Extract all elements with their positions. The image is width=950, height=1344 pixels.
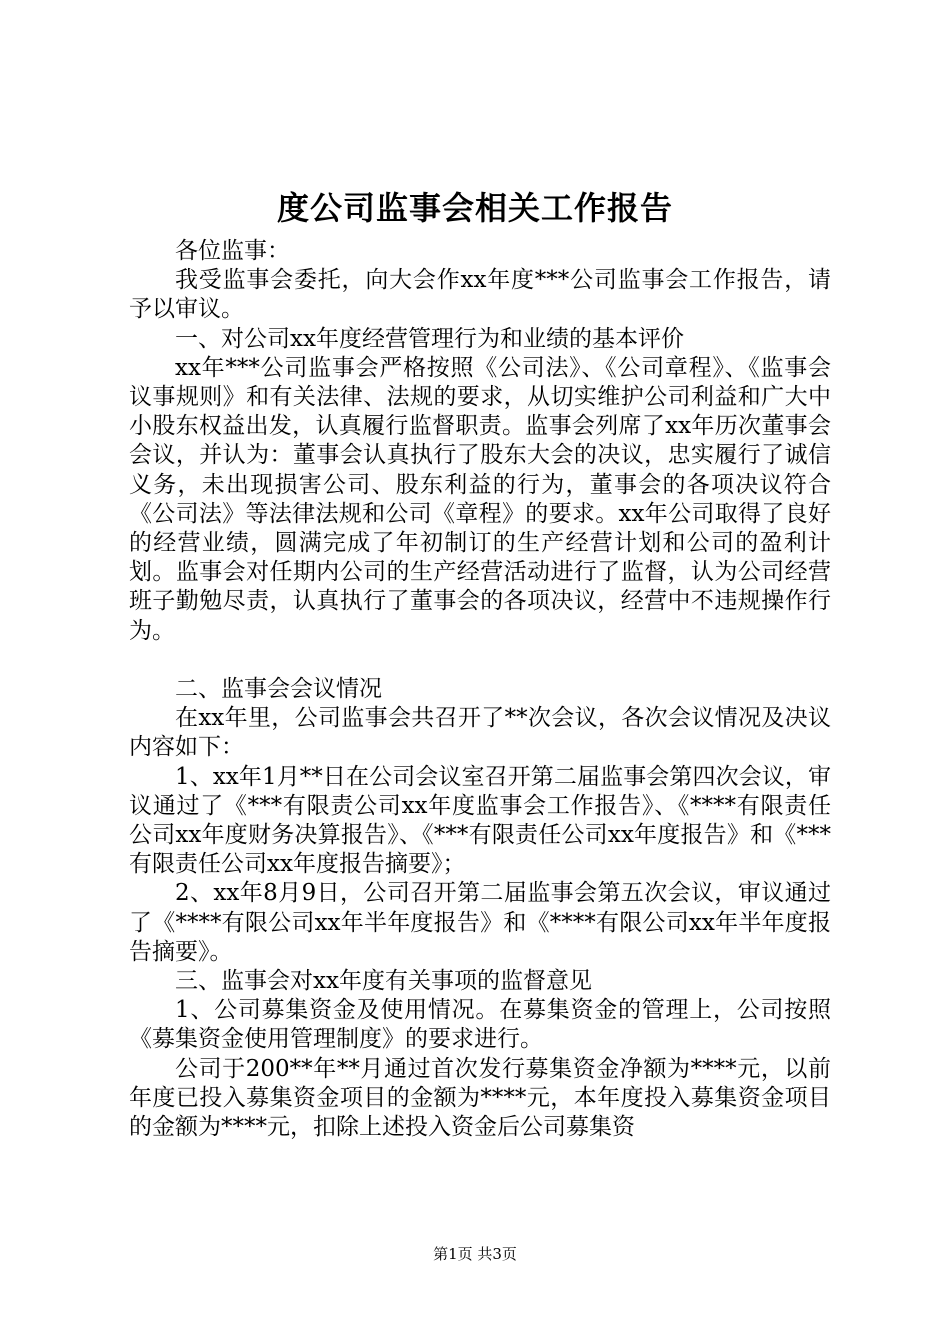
- section-2-intro: 在xx年里，公司监事会共召开了**次会议，各次会议情况及决议内容如下：: [129, 705, 831, 761]
- section-heading-1: 一、对公司xx年度经营管理行为和业绩的基本评价: [175, 325, 684, 352]
- document-body: [129, 237, 831, 1142]
- page-number: 第1页 共3页: [433, 1245, 517, 1263]
- meeting-item-1: 1、xx年1月**日在公司会议室召开第二届监事会第四次会议，审议通过了《***有限责公司xx年度监事会工作报告》、《****有限责任公司xx年度财务决算报告》、《***有限责任公司xx年度报告》和《***有限责任公司xx年度报告摘要》；: [129, 763, 831, 878]
- document-title: 度公司监事会相关工作报告: [276, 189, 673, 227]
- intro-paragraph: 我受监事会委托，向大会作xx年度***公司监事会工作报告，请予以审议。: [129, 267, 831, 323]
- section-heading-2: 二、监事会会议情况: [175, 676, 382, 703]
- section-3-item-1: 1、公司募集资金及使用情况。在募集资金的管理上，公司按照《募集资金使用管理制度》的要求进行。: [129, 997, 831, 1053]
- section-1-paragraph: xx年***公司监事会严格按照《公司法》、《公司章程》、《监事会议事规则》和有关法律、法规的要求，从切实维护公司利益和广大中小股东权益出发，认真履行监督职责。监事会列席了xx年历次董事会会议，并认为：董事会认真执行了股东大会的决议，忠实履行了诚信义务，未出现损害公司、股东利益的行为，董事会的各项决议符合《公司法》等法律法规和公司《章程》的要求。xx年公司取得了良好的经营业绩，圆满完成了年初制订的生产经营计划和公司的盈利计划。监事会对任期内公司的生产经营活动进行了监督，认为公司经营班子勤勉尽责，认真执行了董事会的各项决议，经营中不违规操作行为。: [129, 354, 831, 644]
- section-3-paragraph: 公司于200**年**月通过首次发行募集资金净额为****元，以前年度已投入募集资金项目的金额为****元，本年度投入募集资金项目的金额为****元，扣除上述投入资金后公司募集资: [129, 1055, 831, 1141]
- blank-line: [129, 646, 831, 675]
- section-heading-3: 三、监事会对xx年度有关事项的监督意见: [175, 968, 592, 995]
- meeting-item-2: 2、xx年8月9日，公司召开第二届监事会第五次会议，审议通过了《****有限公司xx年半年度报告》和《****有限公司xx年半年度报告摘要》。: [129, 880, 831, 965]
- greeting: 各位监事：: [175, 238, 290, 264]
